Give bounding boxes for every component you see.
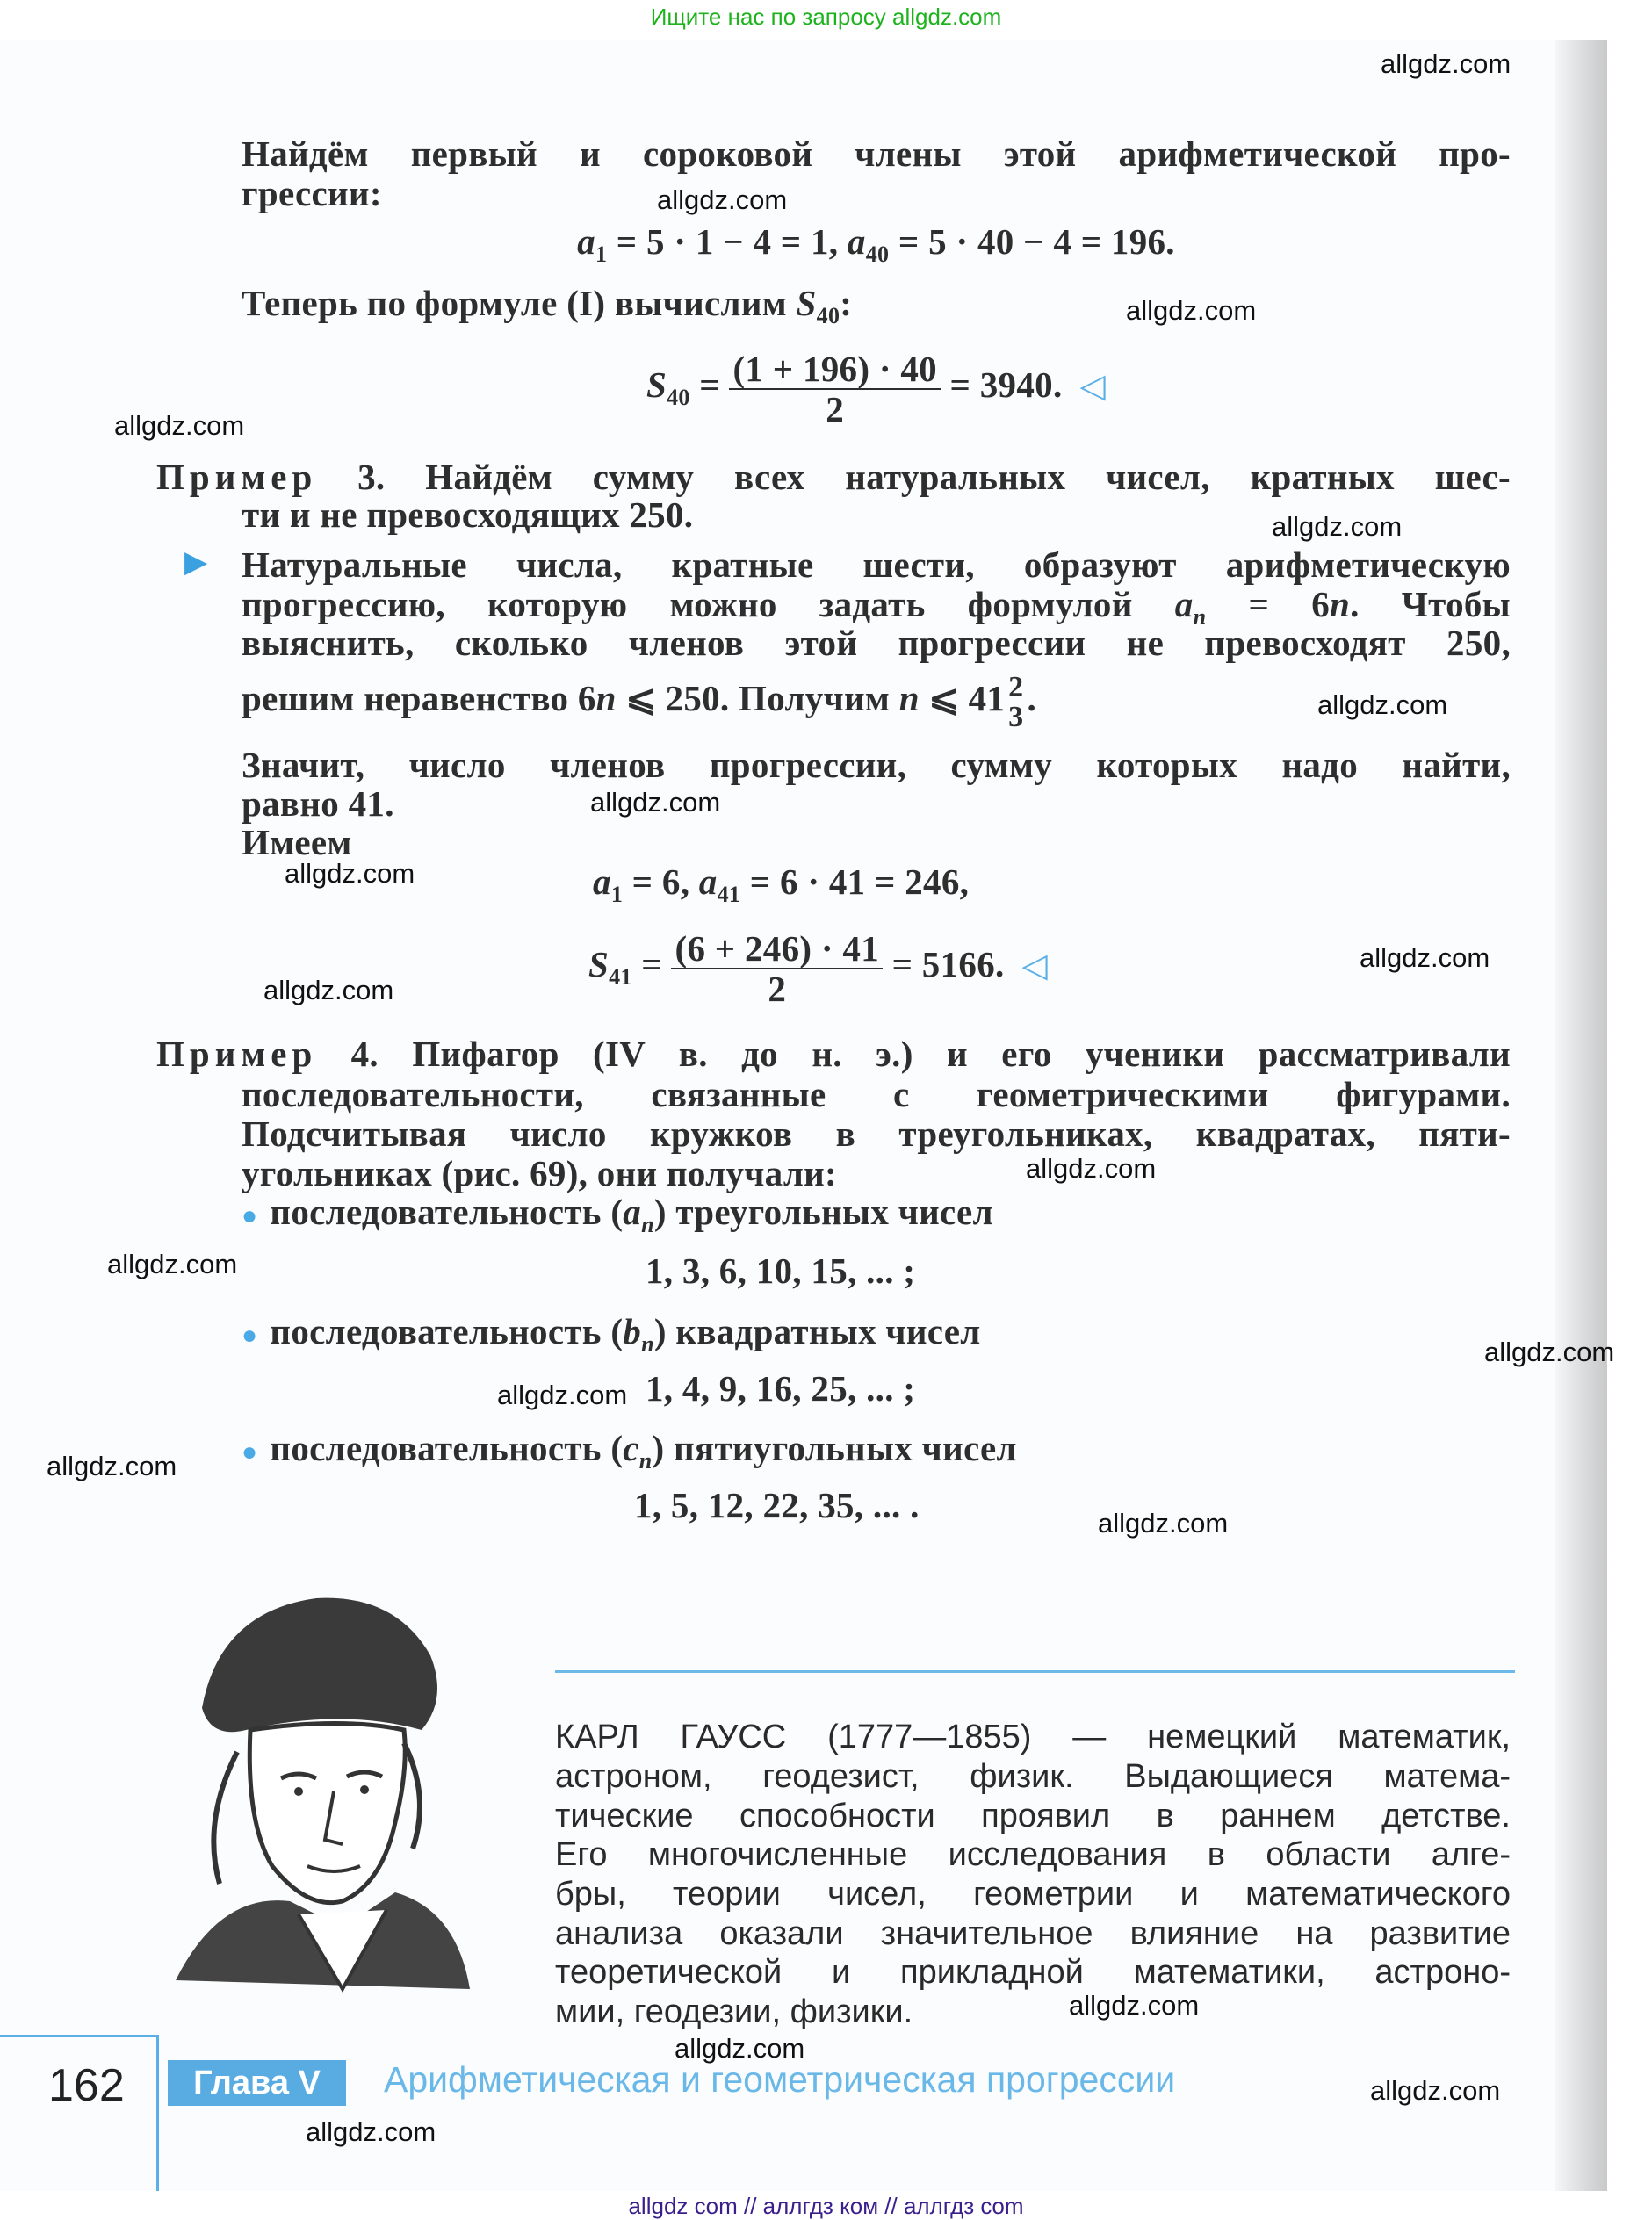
gauss-bio-line: анализа оказали значительное влияние на развитие — [555, 1915, 1511, 1952]
text-line: решим неравенство 6n ⩽ 250. Получим n ⩽ 41 2 3 . — [242, 670, 1037, 733]
text-line: грессии: — [242, 173, 382, 213]
footer-rule — [156, 2035, 159, 2191]
sequence-values: 1, 4, 9, 16, 25, ... ; — [646, 1368, 916, 1409]
watermark: allgdz.com — [675, 2033, 805, 2064]
formula-s41: $S_{41}$ = $\frac{(6 + 246) \cdot 41}{2}$ = 5166. ◁ — [588, 927, 1049, 1009]
sequence-values: 1, 3, 6, 10, 15, ... ; — [646, 1251, 916, 1291]
watermark: allgdz.com — [1069, 1990, 1200, 2021]
watermark: allgdz.com — [1126, 295, 1257, 326]
watermark: allgdz.com — [107, 1249, 238, 1279]
footer-rule — [0, 2035, 158, 2037]
watermark: allgdz.com — [1026, 1153, 1157, 1184]
watermark: allgdz.com — [306, 2116, 436, 2147]
bullet-triangular: ● последовательность $(a_n)$ треугольных чисел — [242, 1192, 993, 1237]
solution-start-icon: ▶ — [184, 546, 208, 579]
text-line: ти и не превосходящих 250. — [242, 494, 694, 535]
gauss-bio-line: астроном, геодезист, физик. Выдающиеся матема- — [555, 1758, 1511, 1795]
text-line: прогрессию, которую можно задать формулой $a_n = 6n$. Чтобы — [242, 584, 1511, 630]
gauss-bio-line: теоретической и прикладной математики, астроно- — [555, 1954, 1511, 1991]
example-3-heading: Пример 3. Найдём сумму всех натуральных чисел, кратных шес- — [156, 457, 1511, 497]
text-line: Подсчитывая число кружков в треугольниках, квадратах, пяти- — [242, 1114, 1511, 1154]
formula-a1-a41: $a_1 = 6$, $a_{41} = 6 \cdot 41 = 246$, — [593, 861, 970, 907]
bottom-banner[interactable]: allgdz com // аллгдз ком // аллгдз com — [628, 2193, 1024, 2219]
watermark: allgdz.com — [1381, 48, 1511, 79]
watermark: allgdz.com — [263, 975, 394, 1005]
end-of-solution-icon: ◁ — [1021, 948, 1049, 984]
gauss-bio-line: мии, геодезии, физики. — [555, 1993, 913, 2030]
watermark: allgdz.com — [1360, 942, 1490, 973]
divider — [555, 1670, 1515, 1673]
bullet-square: ● последовательность $(b_n)$ квадратных чисел — [242, 1311, 981, 1357]
bullet-pentagonal: ● последовательность $(c_n)$ пятиугольных чисел — [242, 1428, 1017, 1474]
gauss-bio-line: КАРЛ ГАУСС (1777—1855) — немецкий математик, — [555, 1719, 1511, 1755]
example-4-heading: Пример 4. Пифагор (IV в. до н. э.) и его ученики рассматривали — [156, 1034, 1511, 1074]
formula-a1-a40: $a_1 = 5 \cdot 1 - 4 = 1$, $a_{40} = 5 \cdot 40 - 4 = 196$. — [577, 221, 1175, 267]
bullet-icon: ● — [242, 1438, 258, 1467]
book-spine-shadow — [1555, 40, 1607, 2191]
gauss-portrait — [167, 1576, 474, 2007]
chapter-title: Арифметическая и геометрическая прогрессии — [384, 2059, 1176, 2100]
text-line: выяснить, сколько членов этой прогрессии не превосходят 250, — [242, 623, 1511, 663]
sequence-values: 1, 5, 12, 22, 35, ... . — [634, 1485, 920, 1525]
end-of-solution-icon: ◁ — [1079, 368, 1107, 405]
gauss-bio-line: бры, теории чисел, геометрии и математического — [555, 1876, 1511, 1913]
watermark: allgdz.com — [1484, 1337, 1615, 1367]
text-line: Найдём первый и сороковой члены этой арифметической про- — [242, 133, 1511, 174]
watermark: allgdz.com — [114, 410, 245, 441]
text-line: последовательности, связанные с геометрическими фигурами. — [242, 1074, 1511, 1114]
text-line: Имеем — [242, 822, 352, 862]
text-line: Натуральные числа, кратные шести, образуют арифметическую — [242, 544, 1511, 585]
watermark: allgdz.com — [47, 1451, 177, 1481]
bullet-icon: ● — [242, 1321, 258, 1350]
watermark: allgdz.com — [1317, 689, 1448, 720]
text-line: угольниках (рис. 69), они получали: — [242, 1153, 838, 1193]
top-banner[interactable]: Ищите нас по запросу allgdz.com — [650, 4, 1002, 30]
formula-s40: $S_{40}$ = $\frac{(1 + 196) \cdot 40}{2}$ = 3940. ◁ — [646, 348, 1107, 429]
watermark: allgdz.com — [1272, 511, 1403, 542]
text-line: равно 41. — [242, 783, 394, 824]
watermark: allgdz.com — [590, 787, 721, 818]
watermark: allgdz.com — [285, 858, 415, 889]
text-line: Значит, число членов прогрессии, сумму которых надо найти, — [242, 745, 1511, 785]
bullet-icon: ● — [242, 1201, 258, 1230]
chapter-badge: Глава V — [168, 2060, 346, 2106]
watermark: allgdz.com — [1098, 1508, 1229, 1539]
page-number: 162 — [48, 2060, 125, 2111]
gauss-bio-line: Его многочисленные исследования в области алге- — [555, 1836, 1511, 1873]
watermark: allgdz.com — [1370, 2075, 1501, 2106]
gauss-bio-line: тические способности проявил в раннем детстве. — [555, 1798, 1511, 1834]
watermark: allgdz.com — [497, 1380, 628, 1410]
watermark: allgdz.com — [657, 184, 788, 215]
text-line: Теперь по формуле (I) вычислим $S_{40}$: — [242, 283, 853, 328]
